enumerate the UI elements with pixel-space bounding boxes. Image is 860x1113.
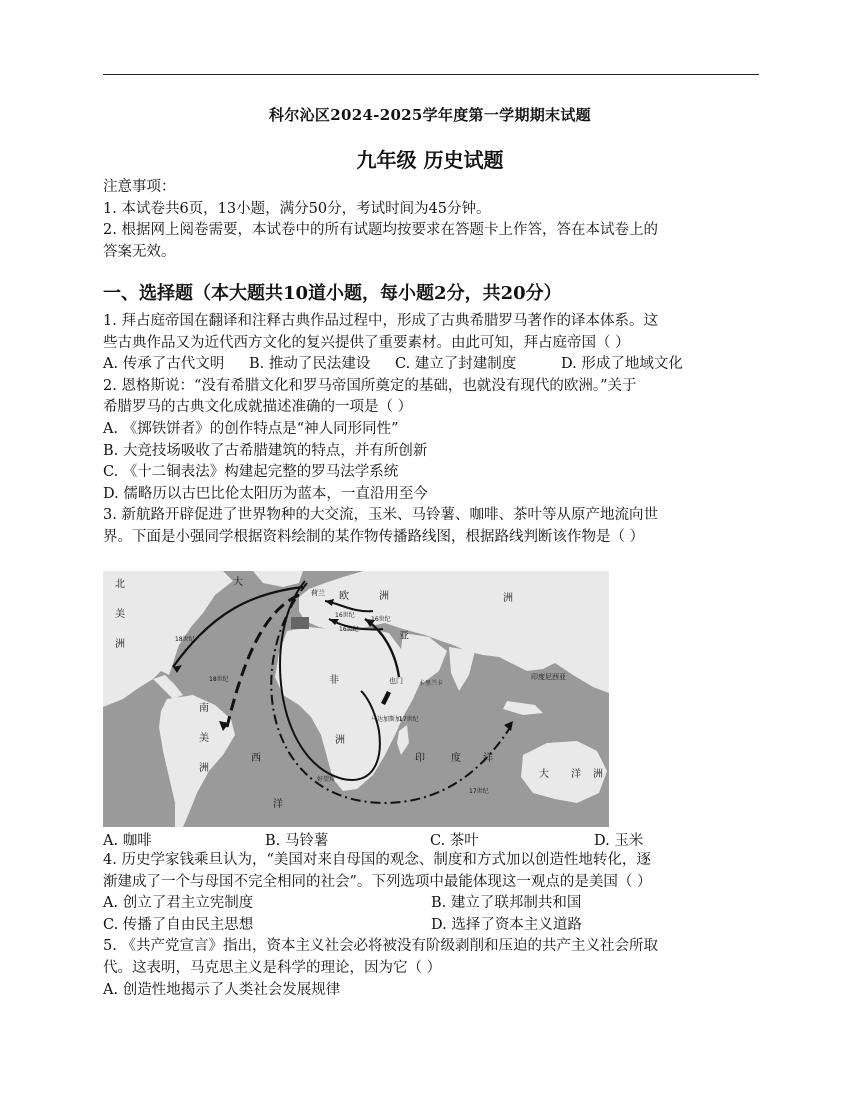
header-rule — [103, 74, 759, 75]
label-yemen: 也门 — [389, 677, 403, 685]
label-century-17b: 17世纪 — [469, 788, 489, 795]
q5-line-1: 5. 《共产党宣言》指出，资本主义社会必将被没有阶级剥削和压迫的共产主义社会所取 — [103, 938, 658, 955]
note-2-line-2: 答案无效。 — [103, 243, 176, 260]
q4-option-a[interactable]: A. 创立了君主立宪制度 — [103, 895, 254, 912]
q2-option-c[interactable]: C. 《十二铜表法》构建起完整的罗马法学系统 — [103, 464, 399, 481]
exam-subtitle: 九年级 历史试题 — [356, 148, 504, 172]
q2-line-2: 希腊罗马的古典文化成就描述准确的一项是（ ） — [103, 399, 413, 416]
exam-title: 科尔沁区2024-2025学年度第一学期期末试题 — [269, 106, 591, 124]
label-asia-1: 洲 — [503, 593, 513, 604]
label-na-1: 北 — [115, 579, 125, 590]
q4-line-1: 4. 历史学家钱乘旦认为，“美国对来自母国的观念、制度和方式加以创造性地转化，逐 — [103, 852, 651, 868]
label-ceylon: 卡里兰卡 — [419, 680, 444, 687]
q5-line-2: 代。这表明，马克思主义是科学的理论，因为它（ ） — [103, 959, 442, 976]
q3-line-2: 界。下面是小强同学根据资料绘制的某作物传播路线图，根据路线判断该作物是（ ） — [103, 528, 645, 545]
q5-option-a[interactable]: A. 创造性地揭示了人类社会发展规律 — [103, 981, 341, 998]
label-sa-3: 洲 — [199, 763, 209, 774]
q1-line-2: 些古典作品又为近代西方文化的复兴提供了重要素材。由此可知，拜占庭帝国（ ） — [103, 334, 630, 351]
q1-option-c[interactable]: C. 建立了封建制度 — [395, 356, 517, 373]
land-spain — [291, 617, 309, 629]
q2-option-a[interactable]: A. 《掷铁饼者》的创作特点是“神人同形同性” — [103, 420, 399, 437]
notes-heading: 注意事项： — [103, 179, 176, 195]
q1-option-b[interactable]: B. 推动了民法建设 — [249, 356, 371, 373]
label-oceania-1: 大 — [539, 769, 549, 780]
q1-line-1: 1. 拜占庭帝国在翻译和注释古典作品过程中，形成了古典希腊罗马著作的译本体系。这 — [103, 313, 658, 329]
label-cape: 好望角 — [317, 776, 336, 783]
label-europe-1: 欧 — [339, 591, 349, 602]
label-oceania-2: 洋 — [571, 769, 581, 780]
label-sa-1: 南 — [199, 703, 209, 714]
label-africa-1: 非 — [329, 675, 339, 686]
label-atlantic-2: 西 — [251, 753, 261, 764]
q3-option-d[interactable]: D. 玉米 — [594, 833, 644, 849]
questions-4-5 — [103, 850, 763, 1001]
q2-option-d[interactable]: D. 儒略历以古巴比伦太阳历为蓝本，一直沿用至今 — [103, 485, 428, 502]
label-indonesia: 印度尼西亚 — [531, 673, 566, 681]
label-na-2: 美 — [115, 609, 125, 620]
note-1: 1. 本试卷共6页，13小题，满分50分，考试时间为45分钟。 — [103, 200, 491, 217]
q4-options-row-1 — [103, 893, 763, 915]
q4-option-d[interactable]: D. 选择了资本主义道路 — [431, 916, 582, 933]
label-century-16b: 16世纪 — [339, 626, 359, 633]
q4-option-b[interactable]: B. 建立了联邦制共和国 — [431, 895, 582, 912]
label-century-16c: 16世纪 — [371, 616, 391, 623]
q4-options-row-2 — [103, 915, 763, 937]
q3-option-a[interactable]: A. 咖啡 — [103, 833, 152, 849]
label-oceania-3: 洲 — [593, 769, 603, 780]
crop-spread-map — [103, 571, 609, 827]
questions-1-3 — [103, 311, 763, 549]
q1-option-d[interactable]: D. 形成了地域文化 — [561, 356, 683, 373]
q1-option-a[interactable]: A. 传承了古代文明 — [103, 356, 225, 373]
label-atlantic-3: 洋 — [273, 799, 283, 810]
label-indian-3: 洋 — [483, 753, 493, 764]
label-netherlands: 荷兰 — [311, 589, 325, 597]
q3-line-1: 3. 新航路开辟促进了世界物种的大交流，玉米、马铃薯、咖啡、茶叶等从原产地流向世 — [103, 507, 658, 524]
q1-options — [103, 354, 763, 376]
q3-option-c[interactable]: C. 茶叶 — [430, 833, 479, 849]
label-asia-2: 亚 — [399, 631, 409, 642]
label-indian-2: 度 — [451, 753, 461, 764]
note-2-line-1: 2. 根据网上阅卷需要，本试卷中的所有试题均按要求在答题卡上作答，答在本试卷上的 — [103, 222, 658, 239]
q4-option-c[interactable]: C. 传播了自由民主思想 — [103, 916, 254, 933]
notes-block — [103, 177, 763, 263]
section-1-heading: 一、选择题（本大题共10道小题，每小题2分，共20分） — [103, 283, 562, 304]
label-century-18a: 18世纪 — [175, 636, 195, 643]
label-europe-2: 洲 — [379, 591, 389, 602]
label-century-18b: 18世纪 — [209, 676, 229, 683]
label-century-17a: 17世纪 — [399, 716, 419, 723]
q3-option-b[interactable]: B. 马铃薯 — [265, 833, 329, 849]
label-africa-2: 洲 — [335, 735, 345, 746]
q4-line-2: 渐建成了一个与母国不完全相同的社会”。下列选项中最能体现这一观点的是美国（ ） — [103, 873, 652, 890]
label-madagascar: 马达加斯加 — [371, 716, 402, 723]
q2-option-b[interactable]: B. 大竞技场吸收了古希腊建筑的特点，并有所创新 — [103, 442, 428, 459]
label-atlantic-1: 大 — [233, 577, 243, 588]
label-sa-2: 美 — [199, 733, 209, 744]
label-indian-1: 印 — [415, 753, 425, 764]
q2-line-1: 2. 恩格斯说：“没有希腊文化和罗马帝国所奠定的基础，也就没有现代的欧洲。”关于 — [103, 377, 637, 394]
label-na-3: 洲 — [115, 639, 125, 650]
label-century-16a: 16世纪 — [335, 612, 355, 619]
